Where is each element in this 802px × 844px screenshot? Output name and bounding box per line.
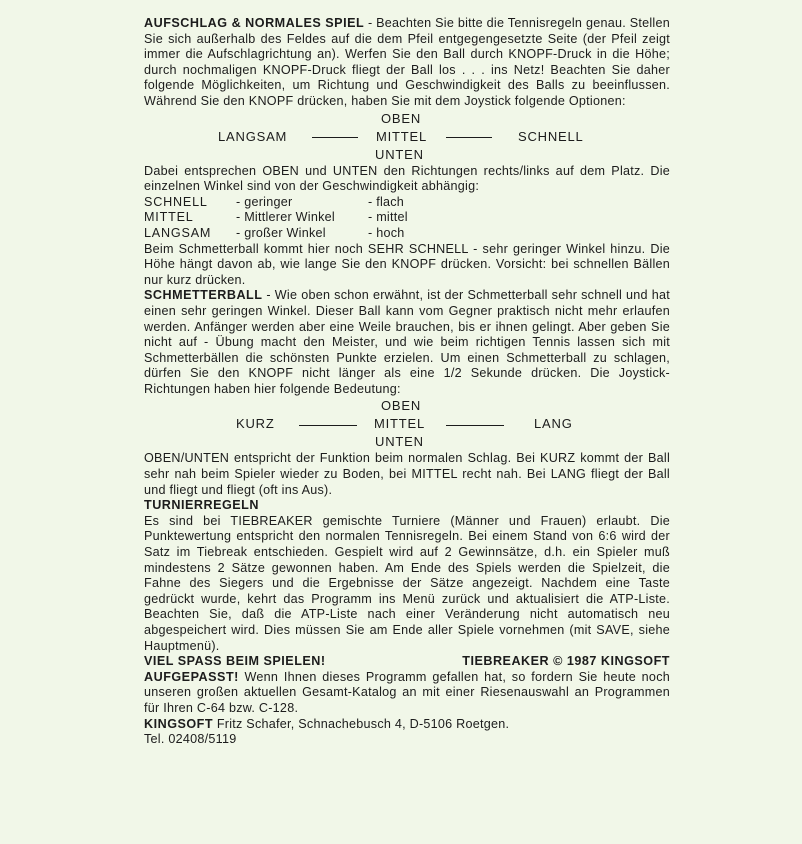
manual-text-column: [144, 16, 670, 748]
angle-cell: - Mittlerer Winkel: [236, 210, 335, 225]
diagram2-dash-left: [299, 416, 357, 432]
table-row: [144, 195, 408, 211]
joystick-diagram-serve: [144, 110, 670, 164]
diagram2-left: KURZ: [236, 416, 275, 432]
smash-paragraph: [144, 288, 670, 397]
short-long-paragraph: OBEN/UNTEN entspricht der Funktion beim normalen Schlag. Bei KURZ kommt der Ball sehr nah beim Spieler wieder zu Boden, bei MITTEL recht nah. Bei LANG fliegt der Ball und fliegt und fliegt (oft ins Aus).: [144, 451, 670, 497]
angle-cell: - großer Winkel: [236, 225, 326, 240]
diagram1-dash-right: [446, 129, 492, 145]
signoff-left: VIEL SPASS BEIM SPIELEN!: [144, 654, 326, 669]
serve-text: - Beachten Sie bitte die Tennisregeln genau. Stellen Sie sich außerhalb des Feldes auf die dem Pfeil entgegengesetzte Seite (der Pfeil zeigt immer die Aufschlagrichtung an). Werfen Sie den Ball durch KNOPF-Druck in die Höhe; durch nochmaligen KNOPF-Druck fliegt der Ball los . . . ins Netz! Beachten Sie daher folgende Möglichkeiten, um Richtung und Geschwindigkeit des Balls zu beeinflussen. Während Sie den KNOPF drücken, haben Sie mit dem Joystick folgende Optionen:: [144, 16, 670, 108]
direction-cell: - flach: [368, 194, 405, 209]
signoff-right: TIEBREAKER © 1987 KINGSOFT: [462, 654, 670, 669]
tournament-heading: TURNIERREGELN: [144, 498, 259, 513]
diagram1-left: LANGSAM: [218, 128, 288, 144]
contact-address: [144, 717, 670, 733]
serve-paragraph: [144, 16, 670, 110]
speed-angle-table: [144, 195, 408, 242]
smash-text: - Wie oben schon erwähnt, ist der Schmetterball sehr schnell und hat einen sehr geringen Winkel. Dieser Ball kann vom Gegner praktisch nicht mehr erlaufen werden. Anfänger werden aber eine Weile brauchen, bis er ihnen gelingt. Aber geben Sie nicht auf - Übung macht den Meister, und wie beim richtigen Tennis lassen sich mit Schmetterbällen die schönsten Punkte erzielen. Um einen Schmetterball zu schlagen, dürfen Sie den KNOPF nicht länger als eine 1/2 Sekunde drücken. Die Joystick-Richtungen haben hier folgende Bedeutung:: [144, 288, 670, 396]
diagram1-middle: MITTEL: [376, 128, 428, 144]
joystick-diagram-smash: [144, 397, 670, 451]
speed-cell: MITTEL: [144, 210, 194, 225]
serve-heading: AUFSCHLAG & NORMALES SPIEL: [144, 16, 365, 30]
diagram1-bottom: UNTEN: [375, 146, 424, 162]
diagram1-top: OBEN: [381, 110, 422, 126]
attention-text: Wenn Ihnen dieses Programm gefallen hat, so fordern Sie heute noch unseren großen aktuellen Gesamt-Katalog an mit einer Riesenauswahl an Programmen für Ihren C-64 bzw. C-128.: [144, 669, 670, 715]
diagram2-dash-right: [446, 416, 504, 432]
speed-cell: LANGSAM: [144, 225, 212, 240]
diagram2-middle: MITTEL: [374, 416, 426, 432]
smash-heading: SCHMETTERBALL: [144, 288, 263, 303]
signoff-line: [144, 654, 670, 670]
table-row: [144, 226, 408, 242]
smash-note-paragraph: Beim Schmetterball kommt hier noch SEHR SCHNELL - sehr geringer Winkel hinzu. Die Höhe hängt davon ab, wie lange Sie den KNOPF drücken. Vorsicht: bei schnellen Bällen nur kurz drücken.: [144, 241, 670, 287]
contact-phone: Tel. 02408/5119: [144, 732, 237, 747]
diagram2-top: OBEN: [381, 398, 422, 414]
diagram1-dash-left: [312, 129, 358, 145]
direction-cell: - mittel: [368, 210, 408, 225]
tournament-paragraph: Es sind bei TIEBREAKER gemischte Turniere (Männer und Frauen) erlaubt. Die Punktewertung entspricht den normalen Tennisregeln. Bei einem Stand von 6:6 wird der Satz im Tiebreak entschieden. Gespielt wird auf 2 Gewinnsätze, d.h. ein Spieler muß mindestens 2 Sätze gewonnen haben. Am Ende des Spiels werden die Spielzeit, die Fahne des Siegers und die Ergebnisse der Sätze angezeigt. Nachdem eine Taste gedrückt wurde, kehrt das Programm ins Menü zurück und aktualisiert die ATP-Liste. Beachten Sie, daß die ATP-Liste nach einer Veränderung nicht automatisch neu abgespeichert wird. Dies müssen Sie am Ende aller Spiele vornehmen (mit SAVE, siehe Hauptmenü).: [144, 513, 670, 653]
attention-heading: AUFGEPASST!: [144, 669, 239, 684]
diagram2-bottom: UNTEN: [375, 434, 424, 450]
speed-cell: SCHNELL: [144, 194, 208, 209]
table-row: [144, 210, 408, 226]
company-name: KINGSOFT: [144, 716, 214, 731]
angle-cell: - geringer: [236, 194, 293, 209]
attention-paragraph: [144, 670, 670, 717]
diagram1-right: SCHNELL: [518, 128, 584, 144]
address-text: Fritz Schafer, Schnachebusch 4, D-5106 Roetgen.: [213, 716, 510, 731]
directions-paragraph: Dabei entsprechen OBEN und UNTEN den Richtungen rechts/links auf dem Platz. Die einzelnen Winkel sind von der Geschwindigkeit abhängig:: [144, 163, 670, 194]
direction-cell: - hoch: [368, 225, 405, 240]
diagram2-right: LANG: [534, 416, 573, 432]
